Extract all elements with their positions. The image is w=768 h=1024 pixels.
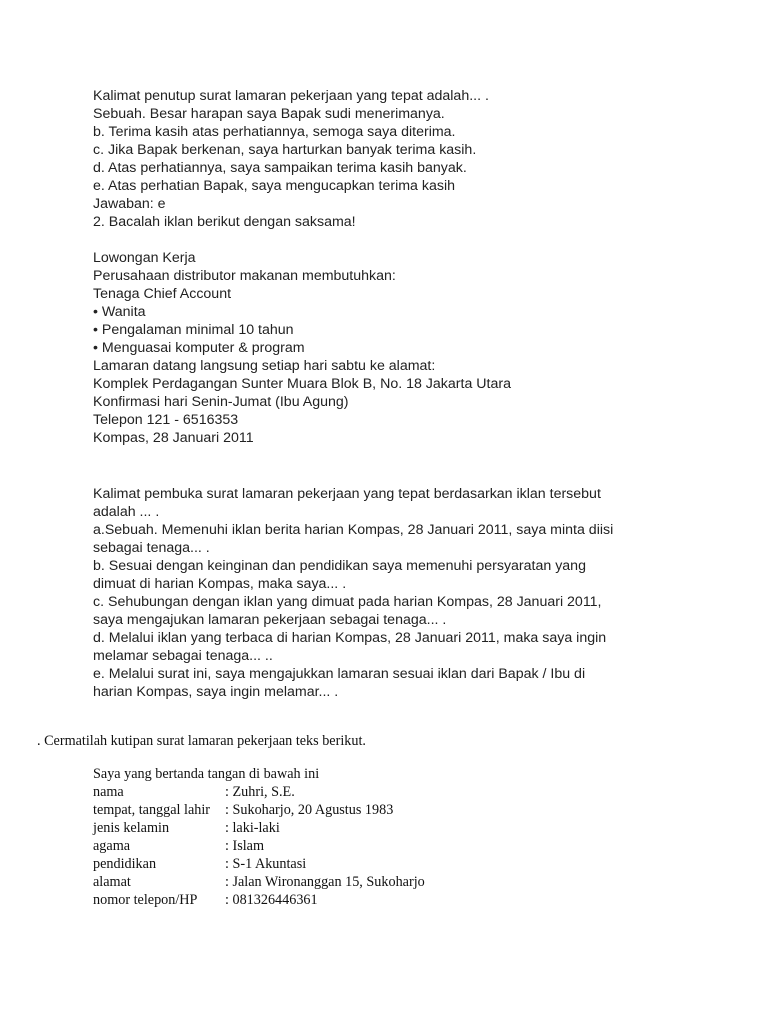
ad-requirement: • Pengalaman minimal 10 tahun xyxy=(93,322,294,338)
question-1-answer: Jawaban: e xyxy=(93,196,166,212)
question-2-option-e: harian Kompas, saya ingin melamar... . xyxy=(93,684,339,700)
question-1-stem: Kalimat penutup surat lamaran pekerjaan yang tepat adalah... . xyxy=(93,88,489,104)
letter-field-alamat xyxy=(93,873,425,891)
question-1-option-d: d. Atas perhatiannya, saya sampaikan terima kasih banyak. xyxy=(93,160,467,176)
letter-field-tempat-tanggal-lahir xyxy=(93,801,425,819)
field-value: : S-1 Akuntasi xyxy=(225,856,307,872)
ad-line: Perusahaan distributor makanan membutuhkan: xyxy=(93,268,396,284)
letter-field-nama xyxy=(93,783,425,801)
question-2 xyxy=(93,485,613,701)
ad-line: Konfirmasi hari Senin-Jumat (Ibu Agung) xyxy=(93,394,349,410)
field-label: nama xyxy=(93,784,124,800)
question-2-option-d: melamar sebagai tenaga... .. xyxy=(93,648,273,664)
job-advertisement xyxy=(93,249,511,447)
ad-address: Komplek Perdagangan Sunter Muara Blok B, No. 18 Jakarta Utara xyxy=(93,376,511,392)
field-label: nomor telepon/HP xyxy=(93,892,198,908)
question-2-option-e: e. Melalui surat ini, saya mengajukkan lamaran sesuai iklan dari Bapak / Ibu di xyxy=(93,666,586,682)
question-2-option-a: a.Sebuah. Memenuhi iklan berita harian Kompas, 28 Januari 2011, saya minta diisi xyxy=(93,522,614,538)
question-1-option-a: Sebuah. Besar harapan saya Bapak sudi menerimanya. xyxy=(93,106,445,122)
ad-requirement: • Menguasai komputer & program xyxy=(93,340,305,356)
question-2-stem: adalah ... . xyxy=(93,504,160,520)
ad-phone: Telepon 121 - 6516353 xyxy=(93,412,239,428)
question-1-option-e: e. Atas perhatian Bapak, saya mengucapkan terima kasih xyxy=(93,178,455,194)
question-2-option-b: dimuat di harian Kompas, maka saya... . xyxy=(93,576,347,592)
ad-source-date: Kompas, 28 Januari 2011 xyxy=(93,430,254,446)
field-label: agama xyxy=(93,838,131,854)
question-2-option-c: saya mengajukan lamaran pekerjaan sebagai tenaga... . xyxy=(93,612,447,628)
field-label: jenis kelamin xyxy=(93,820,170,836)
question-2-stem: Kalimat pembuka surat lamaran pekerjaan yang tepat berdasarkan iklan tersebut xyxy=(93,486,601,502)
ad-heading: Lowongan Kerja xyxy=(93,250,196,266)
letter-intro: Saya yang bertanda tangan di bawah ini xyxy=(93,766,320,782)
letter-field-pendidikan xyxy=(93,855,425,873)
letter-field-agama xyxy=(93,837,425,855)
letter-field-jenis-kelamin xyxy=(93,819,425,837)
question-1-option-b: b. Terima kasih atas perhatiannya, semoga saya diterima. xyxy=(93,124,456,140)
field-value: : Islam xyxy=(225,838,265,854)
field-value: : Zuhri, S.E. xyxy=(225,784,295,800)
field-value: : 081326446361 xyxy=(225,892,318,908)
question-1 xyxy=(93,87,489,231)
letter-field-nomor-telepon xyxy=(93,891,425,909)
field-label: pendidikan xyxy=(93,856,157,872)
field-value: : laki-laki xyxy=(225,820,280,836)
question-2-option-d: d. Melalui iklan yang terbaca di harian Kompas, 28 Januari 2011, maka saya ingin xyxy=(93,630,607,646)
question-2-option-a: sebagai tenaga... . xyxy=(93,540,210,556)
question-2-instruction: 2. Bacalah iklan berikut dengan saksama! xyxy=(93,214,356,230)
field-label: alamat xyxy=(93,874,131,890)
letter-excerpt xyxy=(93,765,425,909)
ad-line: Lamaran datang langsung setiap hari sabtu ke alamat: xyxy=(93,358,436,374)
field-value: : Sukoharjo, 20 Agustus 1983 xyxy=(225,802,394,818)
question-2-option-c: c. Sehubungan dengan iklan yang dimuat pada harian Kompas, 28 Januari 2011, xyxy=(93,594,602,610)
ad-requirement: • Wanita xyxy=(93,304,146,320)
field-value: : Jalan Wironanggan 15, Sukoharjo xyxy=(225,874,425,890)
question-1-option-c: c. Jika Bapak berkenan, saya harturkan banyak terima kasih. xyxy=(93,142,477,158)
ad-line: Tenaga Chief Account xyxy=(93,286,232,302)
field-label: tempat, tanggal lahir xyxy=(93,802,211,818)
question-3-instruction: . Cermatilah kutipan surat lamaran pekerjaan teks berikut. xyxy=(37,733,366,749)
question-2-option-b: b. Sesuai dengan keinginan dan pendidikan saya memenuhi persyaratan yang xyxy=(93,558,586,574)
